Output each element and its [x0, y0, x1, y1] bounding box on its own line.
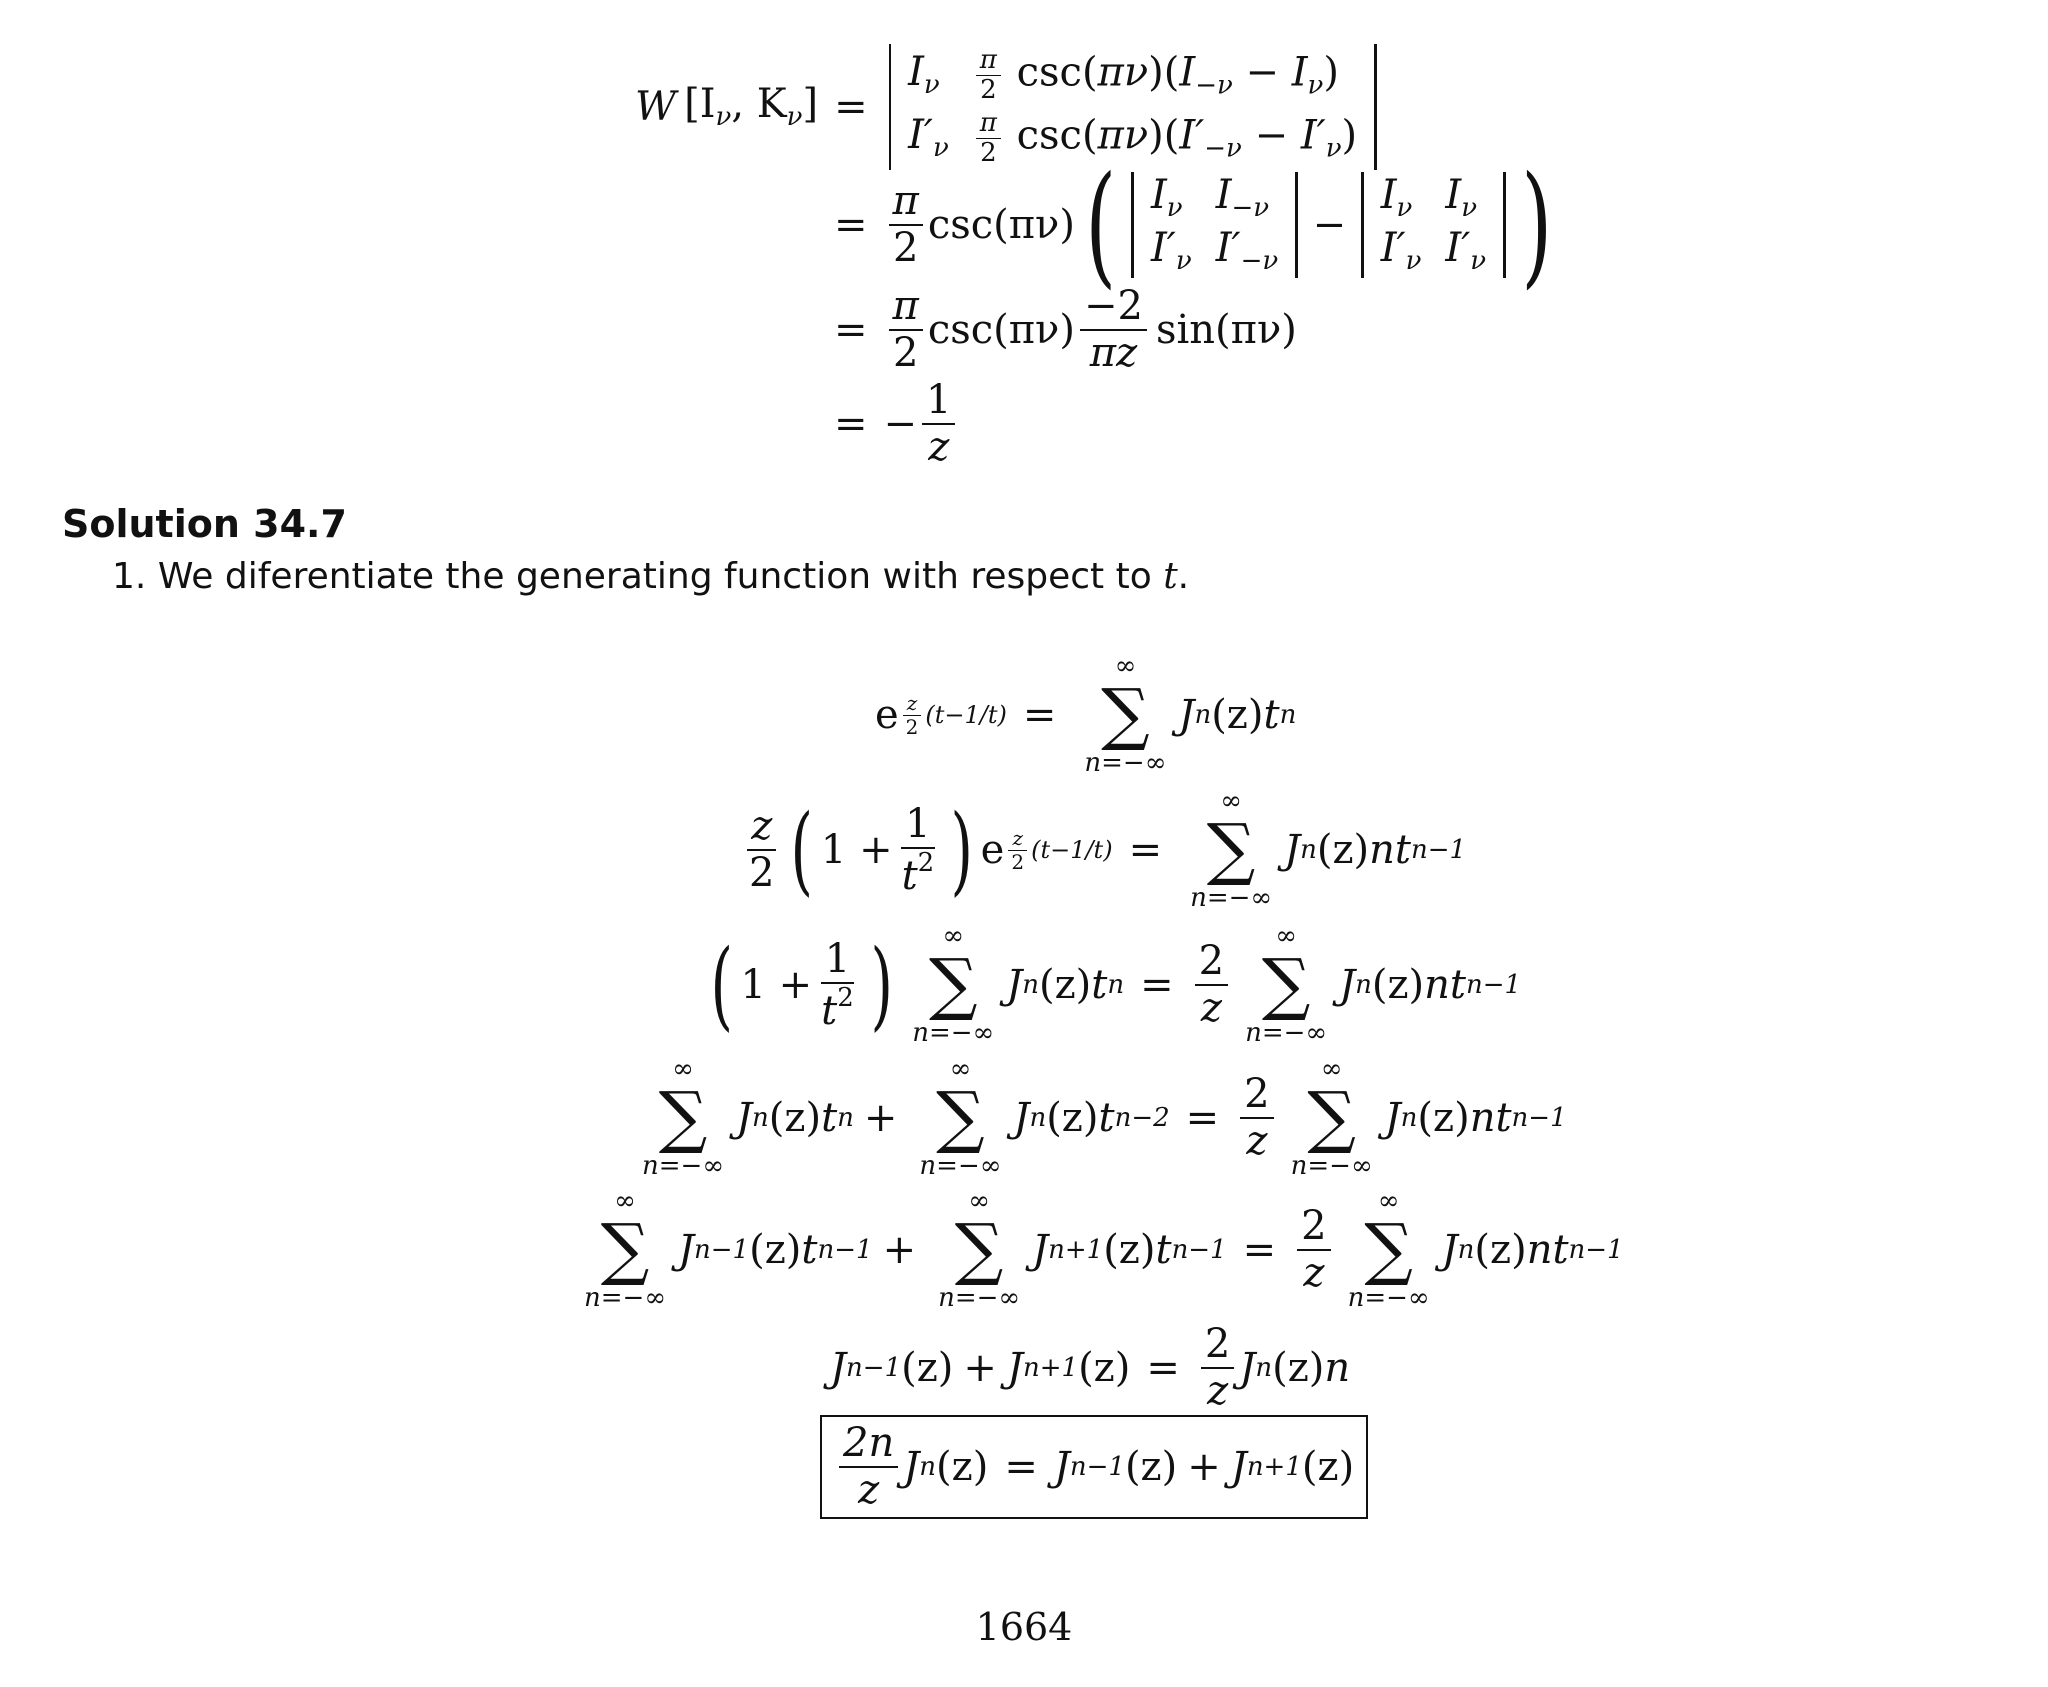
- equals: =: [834, 84, 868, 130]
- determinant-3: $I_\nu$ $I_\nu$ $I'_\nu$ $I'_\nu$: [1356, 172, 1510, 277]
- boxed-result: $\frac{2n}{z}$ J n (z) = J n−1 (z) + J n+1 (z): [820, 1415, 1368, 1519]
- w-arg-open: [$I_\nu$, $K_\nu$]: [684, 81, 819, 132]
- derivation-line-5: ∞ ∑ n=−∞ J n−1 (z) t n−1 + ∞ ∑ n=−∞ J n+1 (z) t n−1 = $\frac{2}{z}$ ∞ ∑ n=−∞ J n (z) nt n−1: [584, 1185, 1624, 1314]
- determinant-1: $I_\nu$ $\frac{\pi}{2}$ $\csc(\pi\nu)(I_{-\nu} - I_\nu)$ $I'_\nu$ $\frac{\pi}{2}$ $\csc(\pi\nu)(I'_{-\nu} - I'_\nu)$: [884, 44, 1382, 170]
- item-number: 1.: [112, 556, 147, 597]
- pi-over-2: $\frac{\pi}{2}$: [889, 179, 923, 271]
- determinant-2: $I_\nu$ $I_{-\nu}$ $I'_\nu$ $I'_{-\nu}$: [1126, 172, 1302, 277]
- derivation-line-2: $\frac{z}{2}$ ( 1 + $\frac{1}{t^2}$ ) e $\frac{z}{2}$ (t−1/t) = ∞ ∑ n=−∞ J n (z) nt n−1: [749, 785, 1467, 914]
- derivation-line-6: J n−1 (z) + J n+1 (z) = $\frac{2}{z}$ J n (z) n: [830, 1321, 1351, 1414]
- list-item: 1. We diferentiate the generating function with respect to t.: [112, 556, 1190, 597]
- wronskian-line-4: = − $\frac{1}{z}$: [818, 374, 960, 474]
- wronskian-line-1: [635, 44, 1382, 169]
- wronskian-line-3: = $\frac{\pi}{2}$ csc (πν) $\frac{-2}{\pi z}$ sin (πν): [834, 283, 1297, 376]
- page-number: 1664: [975, 1605, 1073, 1649]
- wronskian-line-2: = $\frac{\pi}{2}$ csc (πν) ( $I_\nu$ $I_{-\nu}$ $I'_\nu$ $I'_{-\nu}$ − $I_\nu$ $I_\nu$ $I'_\nu$ $I'_\nu$ ): [834, 148, 1552, 302]
- sum: ∞ ∑ n=−∞: [1084, 650, 1167, 779]
- derivation-line-1: e $\frac{z}{2}$ (t−1/t) = ∞ ∑ n=−∞ J n (z) t n: [875, 650, 1297, 779]
- derivation-line-3: ( 1 + $\frac{1}{t^2}$ ) ∞ ∑ n=−∞ J n (z) t n = $\frac{2}{z}$ ∞ ∑ n=−∞ J n (z) nt n−1: [710, 920, 1522, 1049]
- section-heading: Solution 34.7: [62, 502, 347, 546]
- derivation-line-4: ∞ ∑ n=−∞ J n (z) t n + ∞ ∑ n=−∞ J n (z) t n−2 = $\frac{2}{z}$ ∞ ∑ n=−∞ J n (z) nt n−1: [642, 1053, 1567, 1182]
- item-text: We diferentiate the generating function with respect to: [157, 556, 1152, 597]
- one-over-z: $\frac{1}{z}$: [922, 378, 955, 470]
- neg-two-over-pi-z: $\frac{-2}{\pi z}$: [1080, 284, 1147, 376]
- w-symbol: W: [635, 84, 677, 130]
